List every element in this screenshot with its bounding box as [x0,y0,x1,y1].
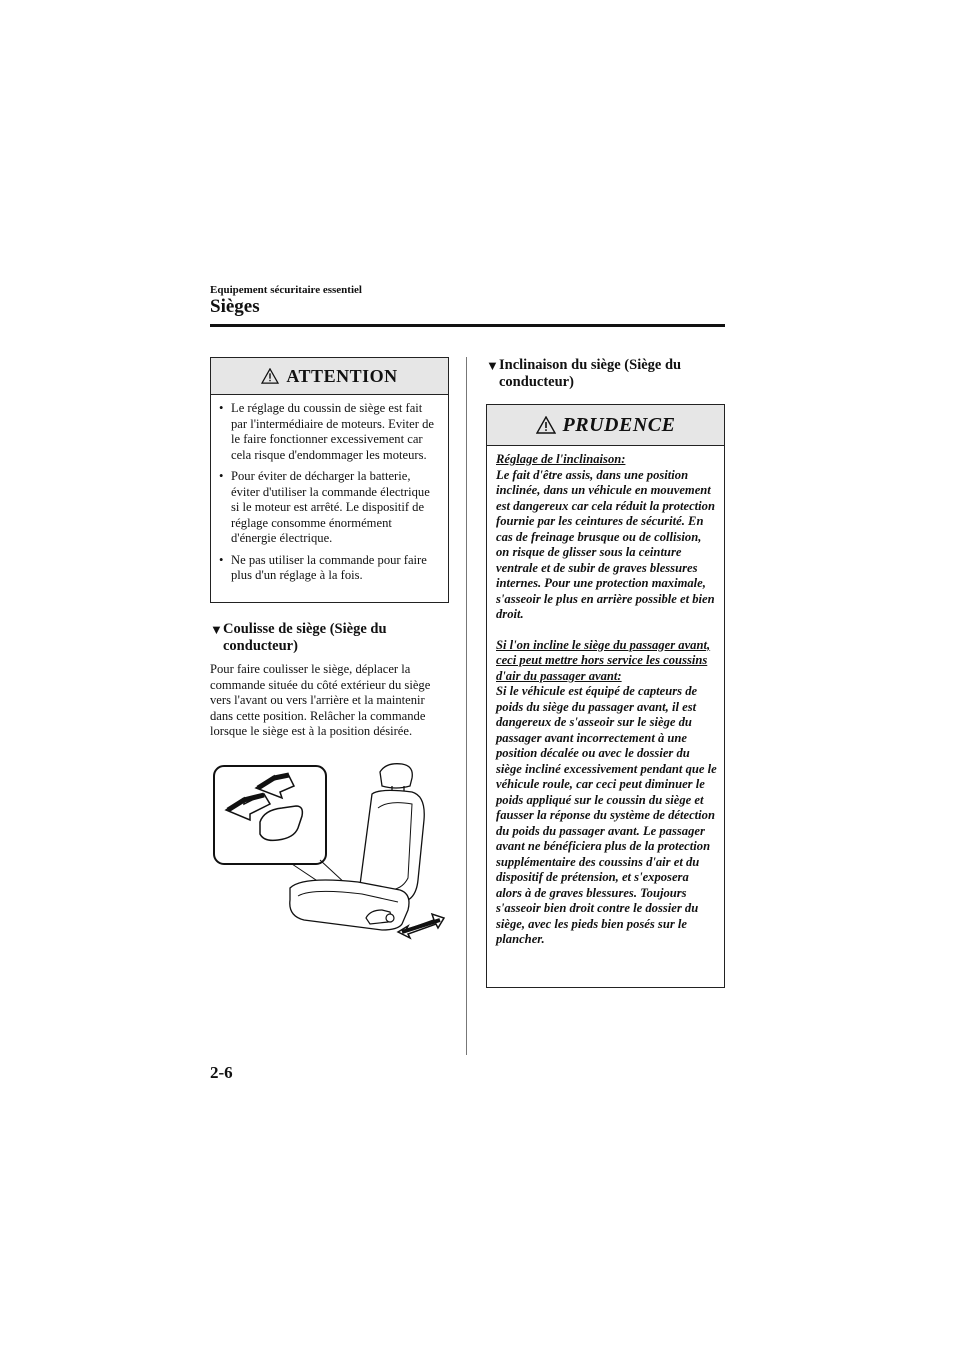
slide-heading [210,621,455,655]
column-divider [466,357,467,1055]
attention-item-text: Ne pas utiliser la commande pour faire plus d'un réglage à la fois. [231,552,427,582]
page-number: 2-6 [210,1063,233,1082]
recline-heading-line2: conducteur) [499,374,574,390]
section-small-title: Equipement sécuritaire essentiel [210,284,362,296]
attention-item [219,553,440,584]
bullet-icon: • [219,469,224,483]
triangle-down-icon: ▼ [210,622,223,637]
attention-title: ATTENTION [286,365,398,386]
seat-slide-illustration [212,760,450,946]
prudence-box [486,404,725,988]
slide-heading-line2: conducteur) [223,638,298,654]
attention-box-header [211,358,448,395]
attention-box [210,357,449,603]
attention-item [219,401,440,463]
attention-item-text: Le réglage du coussin de siège est fait par l'intermédiaire de moteurs. Eviter de le faire fonctionner excessivement car cela risque d'endommager les moteurs. [231,401,434,462]
prudence-box-header [487,405,724,446]
triangle-down-icon: ▼ [486,358,499,373]
prudence-title: PRUDENCE [562,413,676,436]
slide-heading-line1: Coulisse de siège (Siège du [223,621,387,637]
spacer [496,623,717,638]
section-title: Sièges [210,296,260,317]
bullet-icon: • [219,401,224,415]
prudence-subtitle-1: Réglage de l'inclinaison: [496,452,626,466]
slide-body-text: Pour faire coulisser le siège, déplacer la commande située du côté extérieur du siège vers l'avant ou vers l'arrière et la maintenir dans cette position. Relâcher la commande lorsque le siège est à la position désirée. [210,662,431,738]
attention-list [211,395,448,584]
recline-heading-line1: Inclinaison du siège (Siège du [499,357,682,373]
header-rule [210,324,725,327]
warning-triangle-icon [261,368,279,384]
bullet-icon: • [219,552,224,567]
prudence-body [487,446,724,948]
attention-item-text: Pour éviter de décharger la batterie, éviter d'utiliser la commande électrique si le moteur est arrêté. Le dispositif de réglage consomme énormément d'énergie électrique. [231,469,430,545]
recline-heading [486,357,731,391]
prudence-paragraph-2: Si le véhicule est équipé de capteurs de poids du siège du passager avant, il est dangereux de s'asseoir sur le siège du passager avant incorrectement à une position décalée ou avec le dossier du siège incliné excessivement pendant que le véhicule roule, car ceci peut diminuer le poids appliqué sur le coussin du siège et fausser la réponse du système de détection du poids du passager avant. Le passager avant ne bénéficiera plus de la protection supplémentaire des coussins d'air et du dispositif de prétension, et s'exposera alors à de graves blessures. Toujours s'asseoir bien droit contre le dossier du siège, avec les pieds bien posés sur le plancher. [496,684,717,946]
prudence-subtitle-2: Si l'on incline le siège du passager avant, ceci peut mettre hors service les coussins d'air du passager avant: [496,637,711,683]
warning-triangle-icon [536,416,556,434]
attention-item [219,469,440,547]
prudence-paragraph-1: Le fait d'être assis, dans une position inclinée, dans un véhicule en mouvement est dangereux car cela réduit la protection fournie par les ceintures de sécurité. En cas de freinage brusque ou de collision, on risque de glisser sous la ceinture ventrale et de subir de graves blessures internes. Pour une protection maximale, s'asseoir le plus en arrière possible et bien droit. [496,467,715,621]
